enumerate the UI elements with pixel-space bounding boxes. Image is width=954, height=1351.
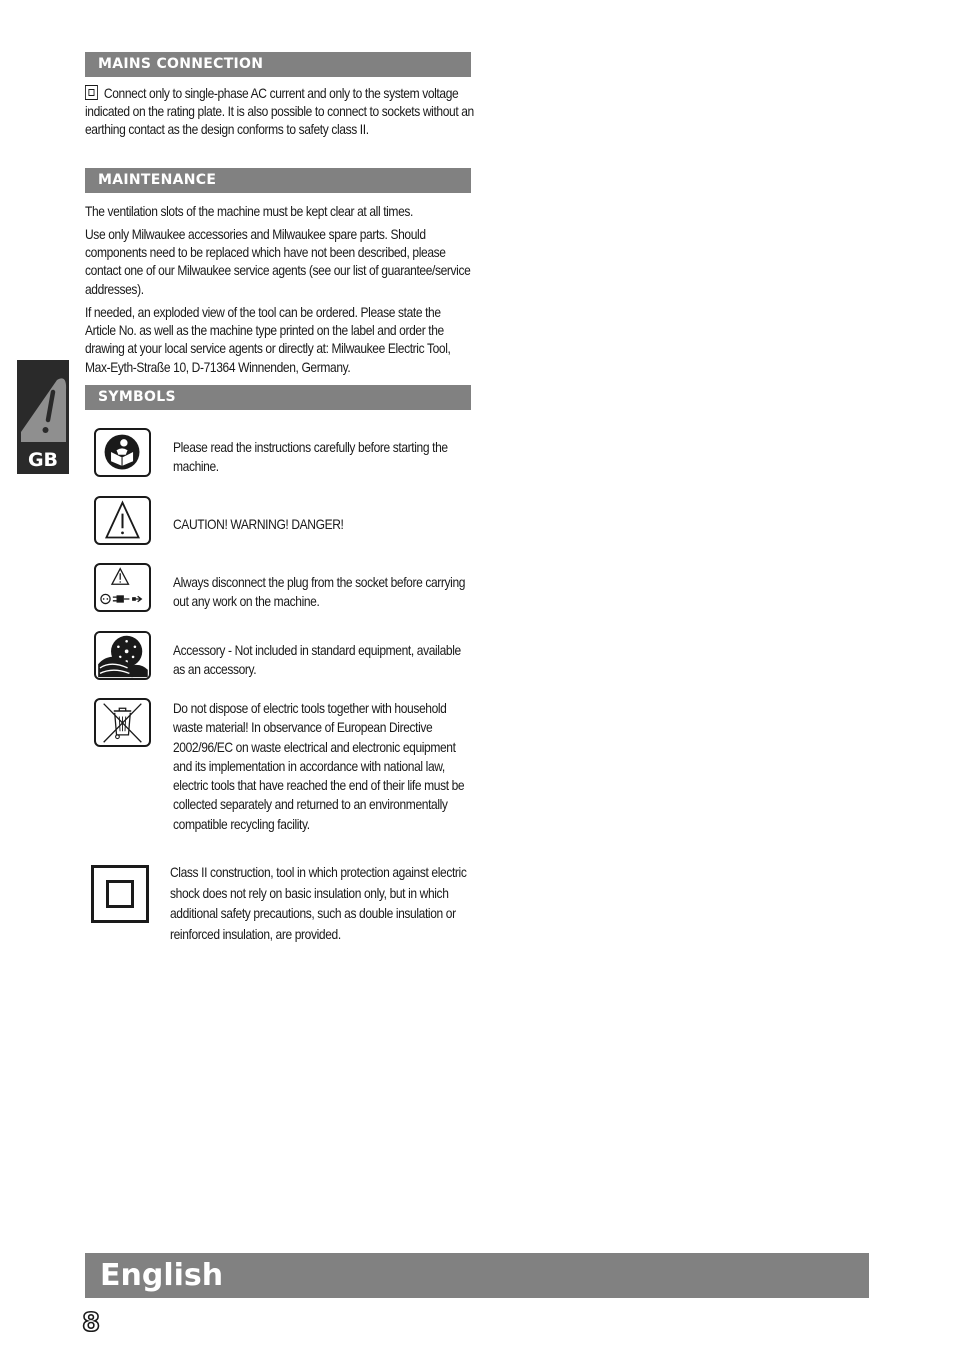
class-ii-icon <box>91 865 149 923</box>
symbol-description: CAUTION! WARNING! DANGER! <box>173 516 344 532</box>
mains-paragraph <box>85 84 540 139</box>
accessory-icon <box>94 631 151 680</box>
language-tab <box>17 360 69 474</box>
maintenance-paragraph-1: The ventilation slots of the machine must be kept clear at all times. <box>85 203 413 219</box>
disconnect-plug-icon <box>94 563 151 612</box>
language-code: GB <box>27 449 59 471</box>
crossed-bin-icon <box>94 698 151 747</box>
class-ii-icon <box>85 85 98 100</box>
read-manual-icon <box>94 428 151 477</box>
section-heading-symbols: SYMBOLS <box>85 385 471 410</box>
maintenance-paragraph-2: Use only Milwaukee accessories and Milwaukee spare parts. Should components need to be replaced which have not been described, please contact one of our Milwaukee service agents (see our list of guarantee/service addresses). <box>85 226 471 297</box>
exclamation-icon <box>17 360 69 450</box>
symbol-description: Accessory - Not included in standard equipment, available as an accessory. <box>173 642 461 678</box>
footer-language-bar <box>85 1253 869 1298</box>
mains-text: Connect only to single-phase AC current and only to the system voltage indicated on the rating plate. It is also possible to connect to sockets without an earthing contact as the design conforms to safety class II. <box>85 85 474 138</box>
symbol-description: Class II construction, tool in which protection against electric shock does not rely on basic insulation only, but in which additional safety precautions, such as double insulation or reinforced insulation, are provided. <box>170 864 467 942</box>
symbol-description: Please read the instructions carefully before starting the machine. <box>173 439 448 475</box>
maintenance-paragraph-3: If needed, an exploded view of the tool can be ordered. Please state the Article No. as well as the machine type printed on the label and order the drawing at your local service agents or directly at: Milwaukee Electric Tool, Max-Eyth-Straße 10, D-71364 Winnenden, Germany. <box>85 304 451 375</box>
language-title: English <box>100 1258 224 1293</box>
section-heading-mains: MAINS CONNECTION <box>85 52 471 77</box>
symbol-description: Always disconnect the plug from the socket before carrying out any work on the machine. <box>173 574 466 610</box>
warning-triangle-icon <box>94 496 151 545</box>
section-heading-maintenance: MAINTENANCE <box>85 168 471 193</box>
page-number: 8 <box>82 1308 101 1338</box>
symbol-description: Do not dispose of electric tools together with household waste material! In observance of European Directive 2002/96/EC on waste electrical and electronic equipment and its implementation in accordance with national law, electric tools that have reached the end of their life must be collected separately and returned to an environmentally compatible recycling facility. <box>173 700 465 832</box>
